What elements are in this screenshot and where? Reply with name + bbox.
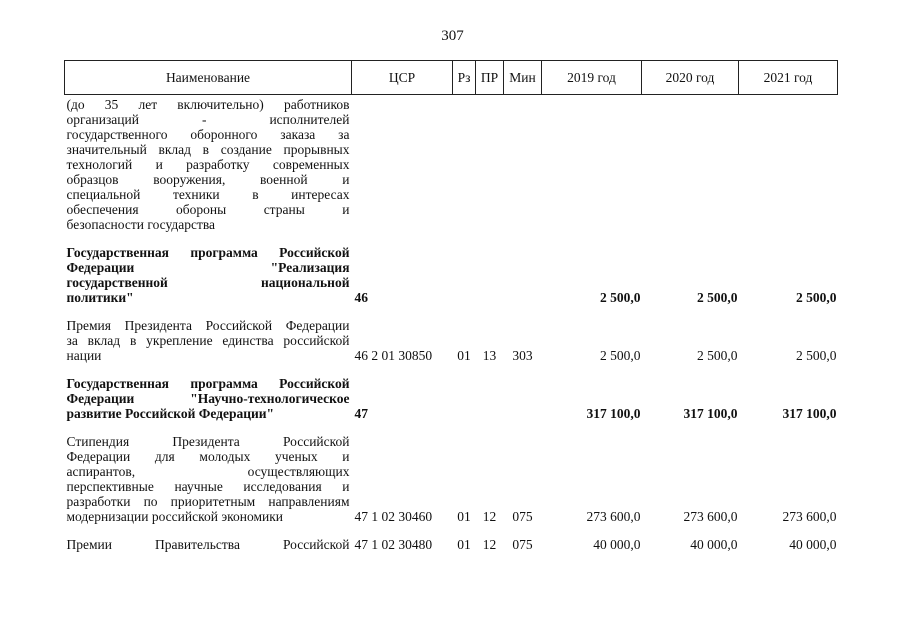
pr-cell: 12	[482, 509, 497, 524]
header-rz: Рз	[453, 61, 476, 95]
value-2020-cell: 273 600,0	[683, 509, 738, 524]
csr-cell: 47 1 02 30460	[354, 509, 433, 524]
name-line: перспективные научные исследования и	[66, 479, 350, 494]
value-2021-cell: 2 500,0	[796, 290, 837, 305]
min-cell	[504, 366, 542, 424]
value-2020-cell: 317 100,0	[683, 406, 738, 421]
name-line: безопасности государства	[66, 217, 216, 232]
header-min: Мин	[504, 61, 542, 95]
name-line: модернизации российской экономики	[66, 509, 284, 524]
csr-cell: 47	[354, 406, 368, 421]
table-row	[65, 308, 838, 366]
name-line: разработки по приоритетным направлениям	[66, 494, 350, 509]
value-2020-cell	[642, 95, 739, 236]
value-2019-cell: 40 000,0	[593, 537, 641, 552]
value-2021-cell: 273 600,0	[782, 509, 837, 524]
value-2021-cell: 2 500,0	[796, 348, 837, 363]
name-line: аспирантов, осуществляющих	[66, 464, 350, 479]
min-cell: 075	[512, 537, 533, 552]
name-line: образцов вооружения, военной и	[66, 172, 350, 187]
min-cell	[504, 235, 542, 308]
pr-cell: 13	[482, 348, 497, 363]
name-line: специальной техники в интересах	[66, 187, 350, 202]
name-line: Премии Правительства Российской	[66, 537, 350, 552]
name-line: Федерации "Реализация	[66, 260, 350, 275]
table-row	[65, 366, 838, 424]
value-2019-cell: 317 100,0	[586, 406, 641, 421]
value-2020-cell: 2 500,0	[697, 348, 738, 363]
name-line: Премия Президента Российской Федерации	[66, 318, 350, 333]
header-year-2019: 2019 год	[542, 61, 642, 95]
min-cell	[504, 95, 542, 236]
value-2019-cell	[542, 95, 642, 236]
rz-cell: 01	[457, 348, 471, 363]
rz-cell	[453, 235, 476, 308]
name-line: государственной национальной	[66, 275, 350, 290]
table-row	[65, 527, 838, 555]
row-name-cell	[65, 235, 352, 308]
value-2020-cell: 2 500,0	[697, 290, 738, 305]
name-line: Федерации для молодых ученых и	[66, 449, 350, 464]
header-csr: ЦСР	[352, 61, 453, 95]
min-cell: 075	[512, 509, 533, 524]
name-line: обеспечения обороны страны и	[66, 202, 350, 217]
value-2019-cell: 2 500,0	[600, 290, 641, 305]
name-line: нации	[66, 348, 102, 363]
name-line: (до 35 лет включительно) работников	[66, 97, 350, 112]
row-name-cell	[65, 366, 352, 424]
name-line: Государственная программа Российской	[66, 376, 350, 391]
header-year-2021: 2021 год	[739, 61, 838, 95]
min-cell: 303	[512, 348, 533, 363]
header-name: Наименование	[65, 61, 352, 95]
table-row	[65, 95, 838, 236]
rz-cell: 01	[457, 537, 471, 552]
pr-cell	[476, 366, 504, 424]
name-line: организаций - исполнителей	[66, 112, 350, 127]
name-line: Стипендия Президента Российской	[66, 434, 350, 449]
rz-cell	[453, 366, 476, 424]
pr-cell: 12	[482, 537, 497, 552]
header-year-2020: 2020 год	[642, 61, 739, 95]
name-line: политики"	[66, 290, 134, 305]
name-line: государственного оборонного заказа за	[66, 127, 350, 142]
value-2021-cell: 317 100,0	[782, 406, 837, 421]
name-line: Федерации "Научно-технологическое	[66, 391, 350, 406]
pr-cell	[476, 95, 504, 236]
value-2021-cell: 40 000,0	[789, 537, 837, 552]
rz-cell: 01	[457, 509, 471, 524]
pr-cell	[476, 235, 504, 308]
name-line: технологий и разработку современных	[66, 157, 350, 172]
name-line: за вклад в укрепление единства российской	[66, 333, 350, 348]
value-2019-cell: 273 600,0	[586, 509, 641, 524]
name-line: развитие Российской Федерации"	[66, 406, 275, 421]
table-header-row	[65, 61, 838, 95]
value-2020-cell: 40 000,0	[690, 537, 738, 552]
csr-cell: 47 1 02 30480	[354, 537, 433, 552]
budget-table	[64, 60, 838, 555]
header-pr: ПР	[476, 61, 504, 95]
row-name-cell	[65, 527, 352, 555]
value-2021-cell	[739, 95, 838, 236]
row-name-cell	[65, 424, 352, 527]
csr-cell: 46	[354, 290, 368, 305]
csr-cell: 46 2 01 30850	[354, 348, 433, 363]
name-line: Государственная программа Российской	[66, 245, 350, 260]
table-row	[65, 424, 838, 527]
name-line: значительный вклад в создание прорывных	[66, 142, 350, 157]
row-name-cell	[65, 308, 352, 366]
rz-cell	[453, 95, 476, 236]
table-row	[65, 235, 838, 308]
value-2019-cell: 2 500,0	[600, 348, 641, 363]
row-name-cell	[65, 95, 352, 236]
csr-cell	[352, 95, 453, 236]
page-number: 307	[441, 28, 464, 44]
